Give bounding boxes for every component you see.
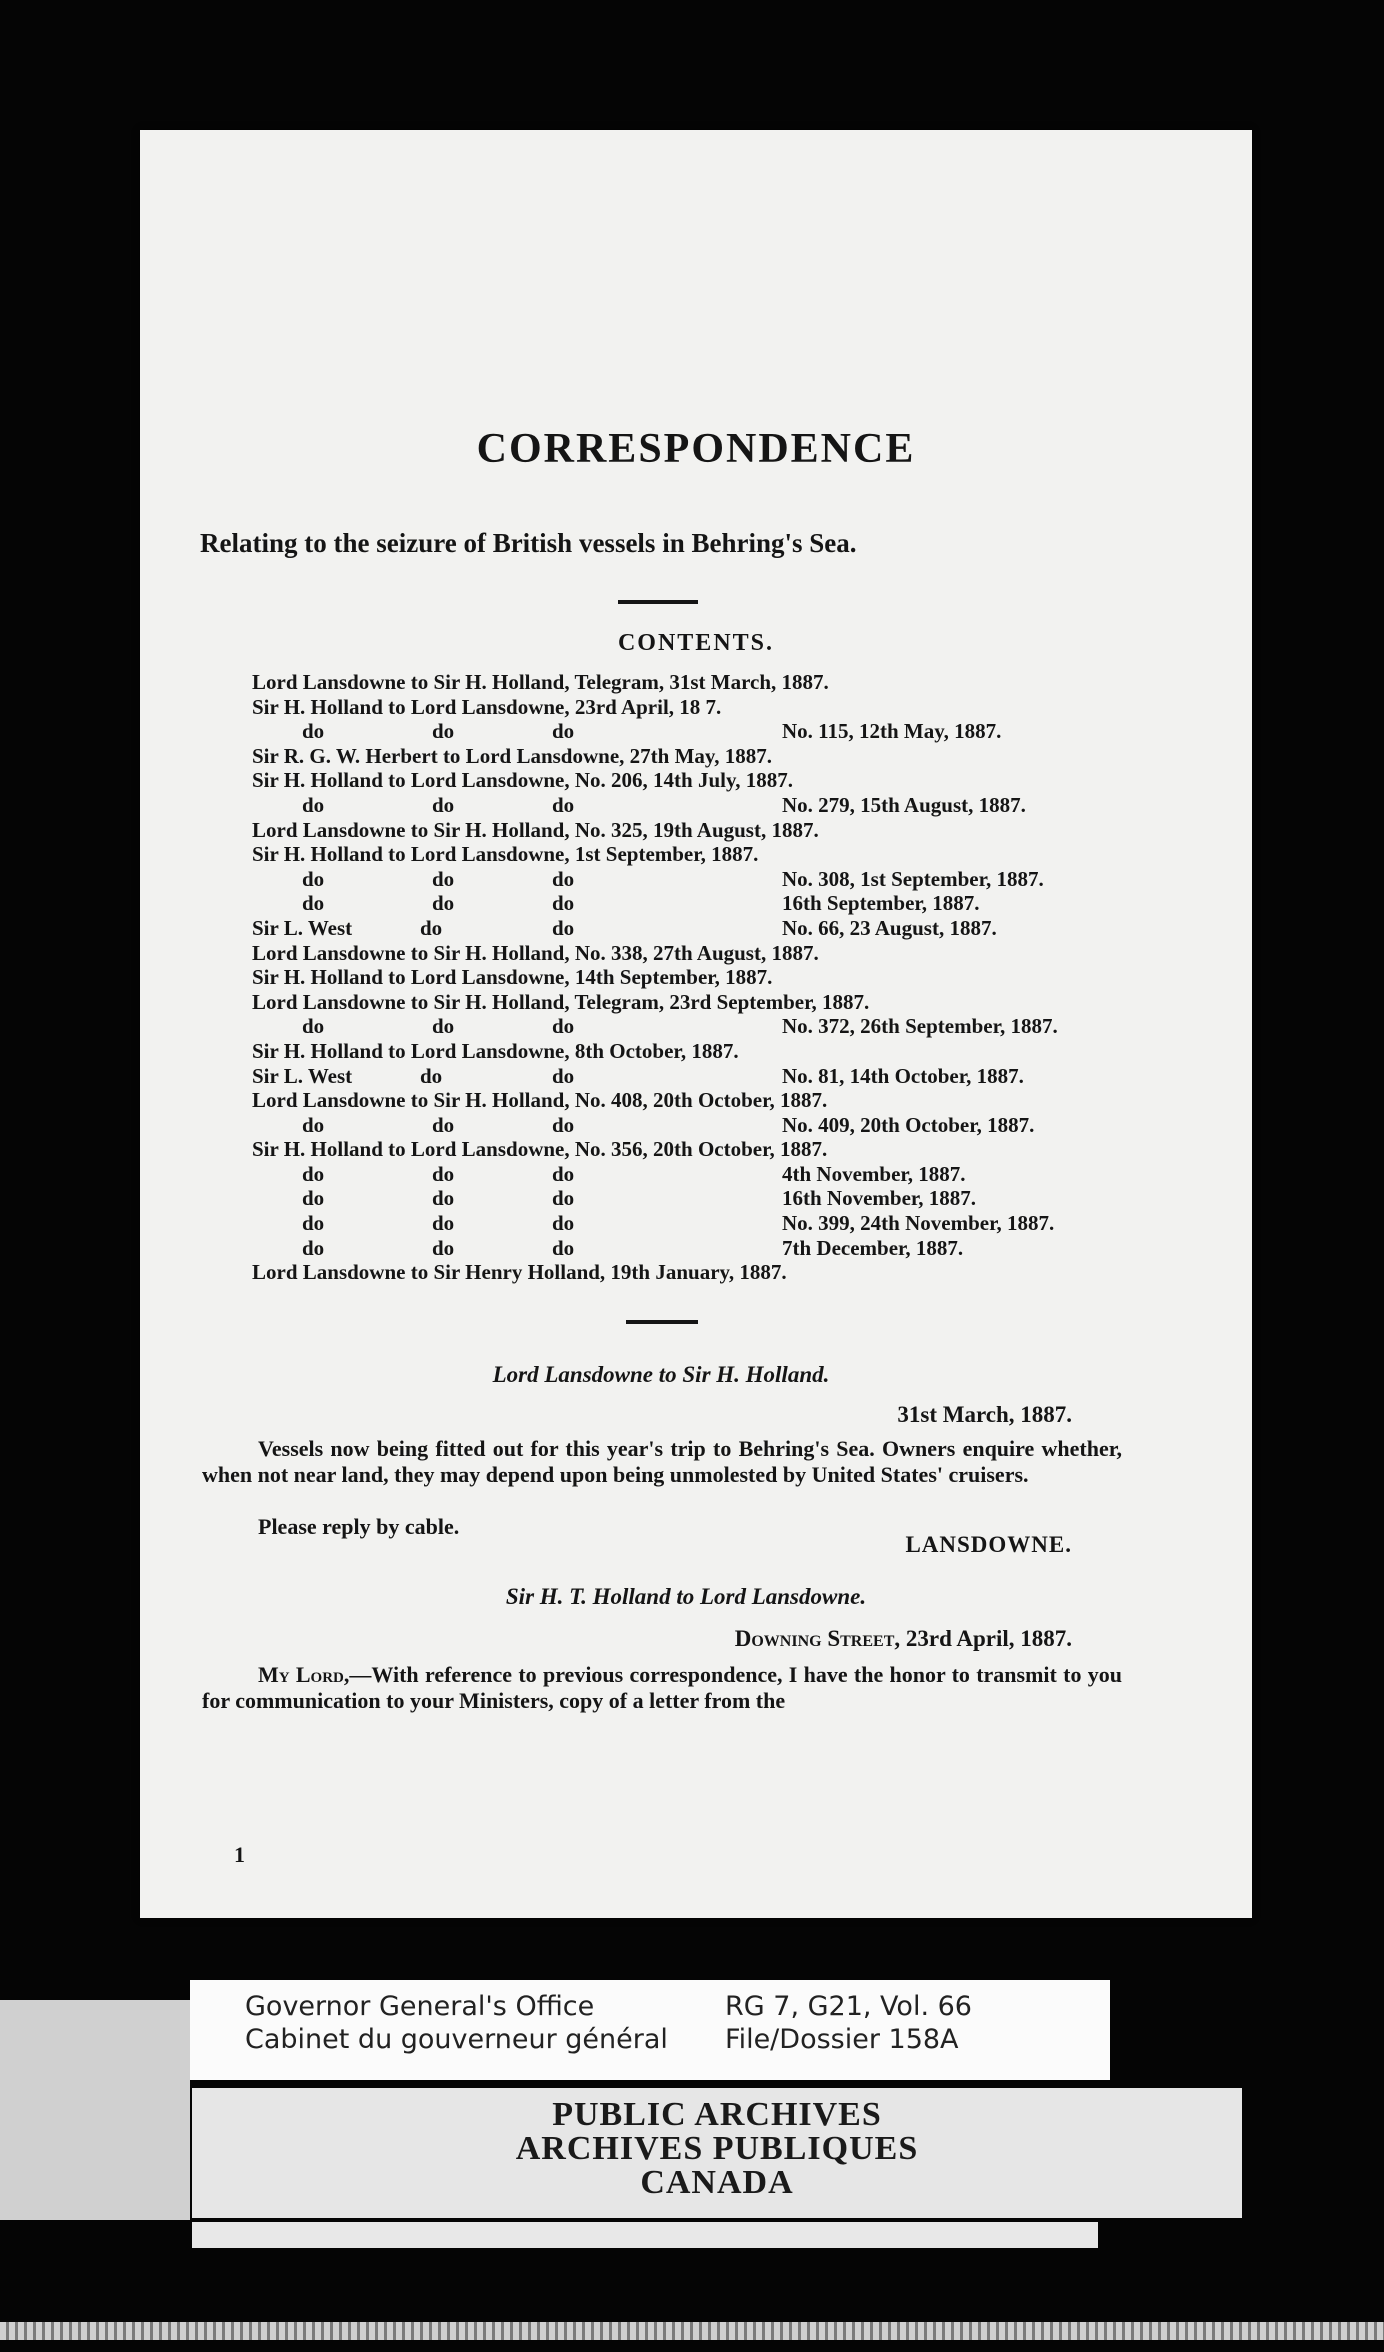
letter-heading: Lord Lansdowne to Sir H. Holland.: [492, 1362, 830, 1387]
contents-cell: Lord Lansdowne to Sir Henry Holland, 19th January, 1887.: [252, 1260, 787, 1285]
contents-cell: No. 399, 24th November, 1887.: [782, 1211, 1055, 1236]
contents-entry: [252, 1186, 1152, 1211]
contents-cell: No. 279, 15th August, 1887.: [782, 792, 1026, 817]
contents-cell: do: [302, 1211, 325, 1236]
contents-cell: do: [552, 1014, 575, 1039]
divider: [618, 600, 698, 604]
contents-cell: Sir H. Holland to Lord Lansdowne, 1st September, 1887.: [252, 842, 759, 867]
contents-cell: Sir H. Holland to Lord Lansdowne, 23rd April, 18 7.: [252, 694, 722, 719]
contents-cell: do: [552, 891, 575, 916]
contents-cell: do: [432, 1211, 455, 1236]
contents-entry: [252, 744, 1152, 769]
contents-entry: [252, 941, 1152, 966]
contents-cell: No. 81, 14th October, 1887.: [782, 1063, 1024, 1088]
contents-cell: do: [302, 719, 325, 744]
contents-entry: [252, 867, 1152, 892]
letter-salutation: My Lord,: [258, 1662, 350, 1687]
contents-cell: do: [552, 1235, 575, 1260]
contents-entry: [252, 1260, 1152, 1285]
contents-cell: do: [552, 1161, 575, 1186]
archive-label-office: [245, 1990, 668, 2056]
contents-cell: 7th December, 1887.: [782, 1235, 964, 1260]
contents-cell: No. 66, 23 August, 1887.: [782, 915, 997, 940]
contents-entry: [252, 1211, 1152, 1236]
page-number: 1: [234, 1842, 245, 1867]
contents-entry: [252, 965, 1152, 990]
archive-label-reference: [725, 1990, 972, 2056]
contents-cell: do: [432, 866, 455, 891]
contents-cell: do: [302, 1112, 325, 1137]
contents-cell: do: [552, 792, 575, 817]
contents-cell: do: [552, 1186, 575, 1211]
stamp-line-3: CANADA: [640, 2164, 794, 2201]
contents-entry: [252, 842, 1152, 867]
film-edge: [0, 2322, 1384, 2340]
file-number: File/Dossier 158A: [725, 2024, 959, 2055]
contents-cell: Sir H. Holland to Lord Lansdowne, 14th September, 1887.: [252, 965, 773, 990]
contents-cell: do: [552, 1211, 575, 1236]
letter-body-2: Please reply by cable.: [258, 1514, 460, 1539]
contents-cell: do: [432, 1161, 455, 1186]
contents-cell: do: [302, 1235, 325, 1260]
contents-entry: [252, 891, 1152, 916]
contents-cell: do: [302, 792, 325, 817]
contents-cell: do: [420, 1063, 443, 1088]
contents-cell: do: [432, 891, 455, 916]
letter-place-date: [735, 1626, 1072, 1652]
contents-entry: [252, 818, 1152, 843]
contents-cell: Lord Lansdowne to Sir H. Holland, Telegram, 31st March, 1887.: [252, 670, 829, 694]
contents-cell: do: [552, 866, 575, 891]
contents-entry: [252, 1162, 1152, 1187]
contents-cell: do: [552, 1112, 575, 1137]
stamp-line-1: PUBLIC ARCHIVES: [552, 2096, 882, 2133]
document-subtitle: Relating to the seizure of British vessels in Behring's Sea.: [200, 528, 857, 558]
contents-cell: do: [432, 1186, 455, 1211]
label-strip: [192, 2222, 1098, 2248]
contents-cell: do: [432, 1235, 455, 1260]
contents-cell: Sir L. West: [252, 915, 353, 940]
letter-place: Downing Street,: [734, 1626, 901, 1651]
contents-entry: [252, 916, 1152, 941]
contents-cell: do: [420, 915, 443, 940]
contents-cell: Lord Lansdowne to Sir H. Holland, No. 338, 27th August, 1887.: [252, 940, 819, 965]
scan-edge: [0, 2000, 190, 2220]
contents-cell: Lord Lansdowne to Sir H. Holland, Telegram, 23rd September, 1887.: [252, 989, 870, 1014]
contents-cell: do: [552, 1063, 575, 1088]
contents-cell: No. 115, 12th May, 1887.: [782, 719, 1002, 744]
contents-cell: do: [302, 1014, 325, 1039]
contents-cell: Sir L. West: [252, 1063, 353, 1088]
contents-entry: [252, 1039, 1152, 1064]
contents-cell: Sir R. G. W. Herbert to Lord Lansdowne, 27th May, 1887.: [252, 743, 772, 768]
letter-body-text: —With reference to previous correspondence, I have the honor to transmit to you for communication to your Ministers, copy of a letter from the: [202, 1662, 1122, 1713]
contents-entry: [252, 1236, 1152, 1261]
letter-date: 31st March, 1887.: [897, 1402, 1072, 1427]
contents-cell: do: [432, 792, 455, 817]
contents-entry: [252, 1014, 1152, 1039]
archives-stamp: [192, 2088, 1242, 2218]
contents-entry: [252, 1113, 1152, 1138]
contents-cell: do: [432, 1112, 455, 1137]
divider: [626, 1320, 698, 1324]
contents-cell: do: [302, 1161, 325, 1186]
contents-cell: do: [302, 891, 325, 916]
contents-entry: [252, 1088, 1152, 1113]
contents-cell: do: [432, 1014, 455, 1039]
office-en: Governor General's Office: [245, 1991, 595, 2022]
contents-entry: [252, 768, 1152, 793]
office-fr: Cabinet du gouverneur général: [245, 2024, 668, 2055]
contents-cell: Lord Lansdowne to Sir H. Holland, No. 408, 20th October, 1887.: [252, 1088, 828, 1113]
contents-cell: No. 409, 20th October, 1887.: [782, 1112, 1035, 1137]
contents-cell: No. 372, 26th September, 1887.: [782, 1014, 1058, 1039]
contents-cell: Sir H. Holland to Lord Lansdowne, No. 206, 14th July, 1887.: [252, 768, 794, 793]
contents-cell: do: [302, 1186, 325, 1211]
stamp-text: [192, 2098, 1242, 2200]
contents-cell: do: [552, 915, 575, 940]
contents-cell: 16th September, 1887.: [782, 891, 980, 916]
document-page: [140, 130, 1252, 1918]
contents-entry: [252, 695, 1152, 720]
contents-cell: 4th November, 1887.: [782, 1161, 966, 1186]
letter-body: Vessels now being fitted out for this year's trip to Behring's Sea. Owners enquire whether, when not near land, they may depend upon being unmolested by United States' cruisers.: [202, 1436, 1122, 1487]
letter-signature: LANSDOWNE.: [905, 1532, 1072, 1557]
contents-cell: do: [302, 866, 325, 891]
contents-entry: [252, 719, 1152, 744]
contents-list: [252, 670, 1152, 1285]
contents-cell: do: [552, 719, 575, 744]
contents-cell: Sir H. Holland to Lord Lansdowne, 8th October, 1887.: [252, 1038, 739, 1063]
contents-entry: [252, 670, 1152, 695]
document-title: CORRESPONDENCE: [476, 426, 916, 472]
contents-entry: [252, 1064, 1152, 1089]
reference: RG 7, G21, Vol. 66: [725, 1991, 972, 2022]
letter-heading: Sir H. T. Holland to Lord Lansdowne.: [505, 1584, 867, 1609]
contents-cell: do: [432, 719, 455, 744]
contents-heading: CONTENTS.: [617, 630, 775, 656]
contents-cell: Sir H. Holland to Lord Lansdowne, No. 356, 20th October, 1887.: [252, 1137, 828, 1162]
letter-body: [202, 1662, 1122, 1714]
contents-cell: 16th November, 1887.: [782, 1186, 977, 1211]
contents-cell: No. 308, 1st September, 1887.: [782, 866, 1044, 891]
letter-date: 23rd April, 1887.: [905, 1626, 1072, 1651]
contents-entry: [252, 793, 1152, 818]
stamp-line-2: ARCHIVES PUBLIQUES: [515, 2130, 919, 2167]
contents-entry: [252, 990, 1152, 1015]
contents-cell: Lord Lansdowne to Sir H. Holland, No. 325, 19th August, 1887.: [252, 817, 819, 842]
contents-entry: [252, 1137, 1152, 1162]
